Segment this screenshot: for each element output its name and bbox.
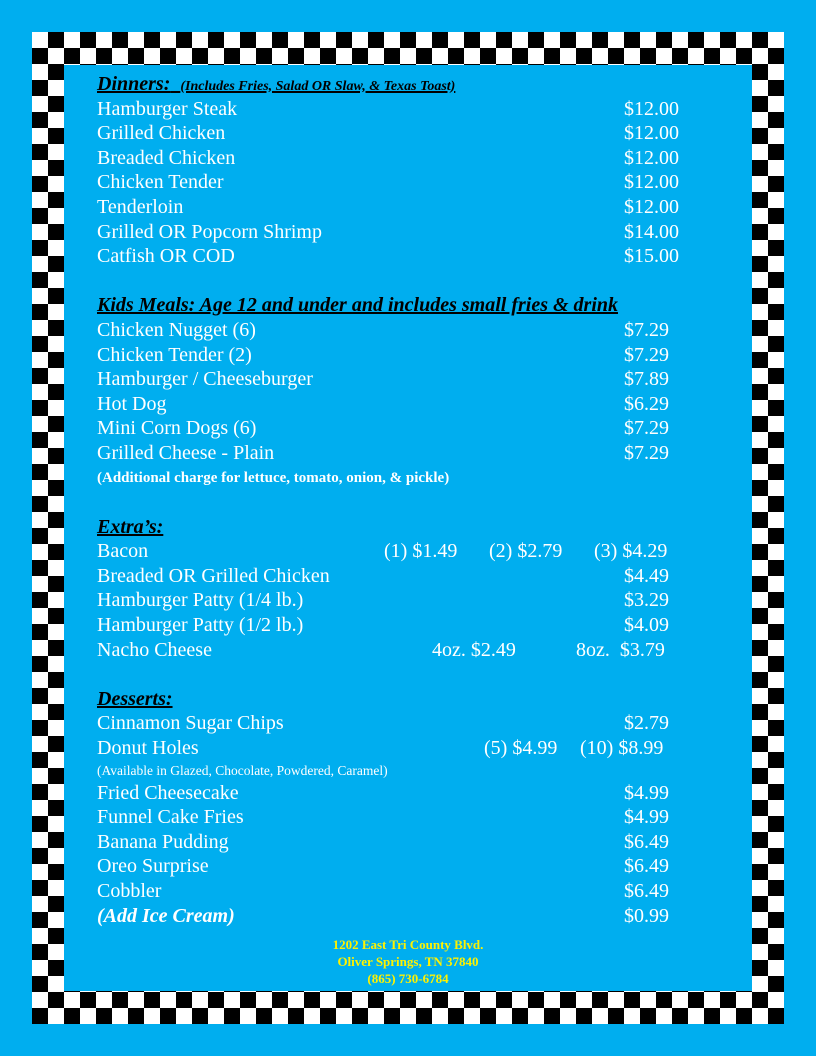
item-name: Chicken Tender	[97, 171, 224, 194]
item-name: Hamburger / Cheeseburger	[97, 368, 313, 391]
item-price: 4oz. $2.49	[432, 638, 516, 661]
menu-item-nacho	[97, 638, 697, 663]
item-price: (5) $4.99	[484, 737, 558, 760]
item-price: $0.99	[624, 904, 669, 927]
menu-item	[97, 244, 697, 269]
item-name: Fried Cheesecake	[97, 781, 239, 804]
dinners-subtitle: (Includes Fries, Salad OR Slaw, & Texas Toast)	[180, 79, 456, 94]
menu-item-bacon	[97, 539, 697, 564]
item-price: $7.29	[624, 441, 669, 464]
item-price: (3) $4.29	[594, 540, 668, 563]
item-price: $6.49	[624, 830, 669, 853]
menu-item	[97, 564, 697, 589]
item-price: $6.29	[624, 392, 669, 415]
dinners-heading	[97, 72, 697, 97]
item-name: Hamburger Steak	[97, 97, 238, 120]
menu-content	[97, 72, 697, 928]
item-price: $7.29	[624, 343, 669, 366]
item-price: (10) $8.99	[580, 737, 664, 760]
extras-heading: Extra’s:	[97, 515, 164, 538]
item-name: Cinnamon Sugar Chips	[97, 712, 284, 735]
item-price: $7.89	[624, 368, 669, 391]
menu-item	[97, 146, 697, 171]
item-price: $7.29	[624, 318, 669, 341]
item-name: Mini Corn Dogs (6)	[97, 417, 257, 440]
menu-item	[97, 220, 697, 245]
item-price: $4.49	[624, 564, 669, 587]
menu-item	[97, 879, 697, 904]
menu-item	[97, 854, 697, 879]
item-price: $12.00	[624, 97, 679, 120]
menu-item	[97, 830, 697, 855]
item-name: Chicken Tender (2)	[97, 343, 252, 366]
item-price: 8oz. $3.79	[576, 638, 665, 661]
address-line: 1202 East Tri County Blvd.	[332, 937, 484, 952]
menu-item	[97, 170, 697, 195]
item-price: (1) $1.49	[384, 540, 458, 563]
item-name: Banana Pudding	[97, 830, 229, 853]
item-name: Cobbler	[97, 880, 162, 902]
menu-item	[97, 195, 697, 220]
section-gap	[97, 490, 697, 515]
item-price: $2.79	[624, 712, 669, 735]
item-price: $3.29	[624, 589, 669, 612]
item-name: Hamburger Patty (1/4 lb.)	[97, 589, 304, 612]
item-name: Grilled Chicken	[97, 122, 226, 145]
menu-item	[97, 588, 697, 613]
menu-item-addon	[97, 904, 697, 929]
item-name: Oreo Surprise	[97, 855, 209, 878]
item-name: Tenderloin	[97, 195, 184, 218]
item-price: $15.00	[624, 245, 679, 268]
item-name: Grilled OR Popcorn Shrimp	[97, 220, 322, 243]
menu-item-donut	[97, 736, 697, 761]
menu-item	[97, 121, 697, 146]
desserts-heading: Desserts:	[97, 687, 173, 710]
item-price: $6.49	[624, 855, 669, 878]
phone-number: (865) 730-6784	[367, 971, 449, 986]
menu-item	[97, 392, 697, 417]
kids-note: (Additional charge for lettuce, tomato, onion, & pickle)	[97, 469, 450, 486]
item-price: $12.00	[624, 122, 679, 145]
donut-note: (Available in Glazed, Chocolate, Powdered, Caramel)	[97, 762, 388, 778]
item-price: $12.00	[624, 171, 679, 194]
menu-item	[97, 97, 697, 122]
menu-item	[97, 613, 697, 638]
item-price: $4.09	[624, 614, 669, 637]
kids-heading: Kids Meals: Age 12 and under and includes small fries & drink	[97, 294, 618, 317]
item-name: Donut Holes	[97, 737, 199, 760]
menu-item	[97, 711, 697, 736]
item-price: $12.00	[624, 195, 679, 218]
address-footer	[0, 936, 816, 987]
section-gap	[97, 269, 697, 294]
menu-item	[97, 343, 697, 368]
item-name: Breaded Chicken	[97, 146, 236, 169]
item-name: Breaded OR Grilled Chicken	[97, 564, 330, 587]
menu-item	[97, 441, 697, 466]
address-city: Oliver Springs, TN 37840	[337, 954, 479, 969]
item-price: $6.49	[624, 880, 669, 902]
menu-item	[97, 367, 697, 392]
menu-item	[97, 781, 697, 806]
item-name: Hot Dog	[97, 392, 167, 415]
item-name: Catfish OR COD	[97, 245, 235, 268]
menu-item	[97, 318, 697, 343]
item-name: Bacon	[97, 540, 149, 563]
item-name: Grilled Cheese - Plain	[97, 441, 275, 464]
item-price: $4.99	[624, 781, 669, 804]
menu-item	[97, 416, 697, 441]
item-price: $14.00	[624, 220, 679, 243]
item-name: (Add Ice Cream)	[97, 904, 235, 927]
section-gap	[97, 662, 697, 687]
item-name: Hamburger Patty (1/2 lb.)	[97, 614, 304, 637]
item-price: $7.29	[624, 417, 669, 440]
item-name: Chicken Nugget (6)	[97, 318, 256, 341]
item-price: (2) $2.79	[489, 540, 563, 563]
dinners-title: Dinners:	[97, 73, 171, 95]
item-price: $4.99	[624, 806, 669, 829]
menu-item	[97, 805, 697, 830]
item-price: $12.00	[624, 146, 679, 169]
item-name: Nacho Cheese	[97, 638, 212, 661]
item-name: Funnel Cake Fries	[97, 806, 244, 829]
